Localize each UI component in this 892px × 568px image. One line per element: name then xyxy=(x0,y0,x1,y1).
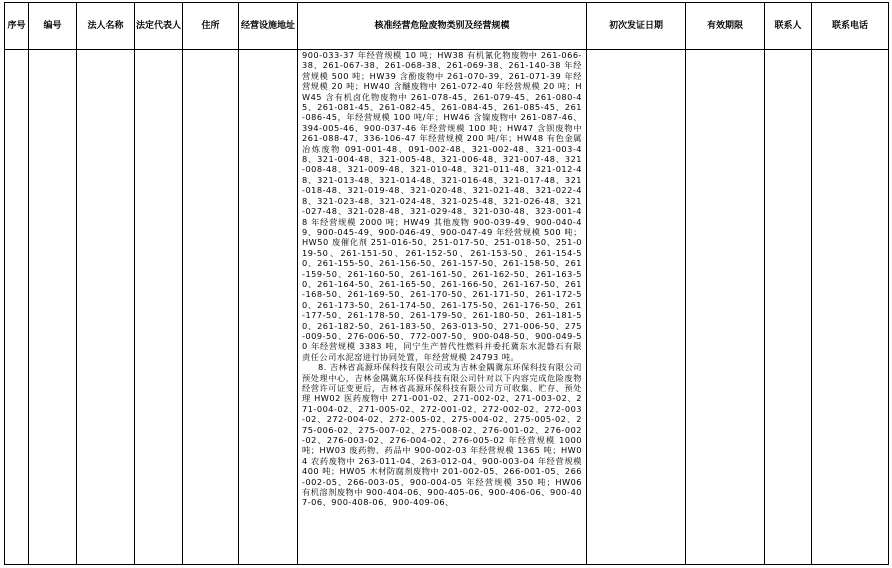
scope-text xyxy=(302,50,582,508)
header-legal-name: 法人名称 xyxy=(77,3,135,50)
cell-index xyxy=(5,50,29,565)
cell-contact xyxy=(765,50,812,565)
scope-paragraph-1: 900-033-37 年经营规模 10 吨；HW38 有机氰化物废物中 261-066-38、261-067-38、261-068-38、261-069-38、261-140-38 年经营规模 500 吨；HW39 含酚废物中 261-070-39、261-071-39 年经营规模 20 吨；HW40 含醚废物中 261-072-40 年经营规模 20 吨；HW45 含有机卤化物废物中 261-078-45、261-079-45、261-080-45、261-081-45、261-082-45、261-084-45、261-085-45、261-086-45，年经营规模 100 吨/年；HW46 含镍废物中 261-087-46、394-005-46、900-037-46 年经营规模 100 吨；HW47 含钡废物中 261-088-47、336-106-47 年经营规模 200 吨/年；HW48 有色金属冶炼废物 091-001-48、091-002-48、321-002-48、321-003-48、321-004-48、321-005-48、321-006-48、321-007-48、321-008-48、321-009-48、321-010-48、321-011-48、321-012-48、321-013-48、321-014-48、321-016-48、321-017-48、321-018-48、321-019-48、321-020-48、321-021-48、321-022-48、321-023-48、321-024-48、321-025-48、321-026-48、321-027-48、321-028-48、321-029-48、321-030-48、323-001-48 年经营规模 2000 吨；HW49 其他废物 900-039-49、900-040-49、900-045-49、900-046-49、900-047-49 年经营规模 500 吨；HW50 废催化剂 251-016-50、251-017-50、251-018-50、251-019-50、261-151-50、261-152-50、261-153-50、261-154-50、261-155-50、261-156-50、261-157-50、261-158-50、261-159-50、261-160-50、261-161-50、261-162-50、261-163-50、261-164-50、261-165-50、261-166-50、261-167-50、261-168-50、261-169-50、261-170-50、261-171-50、261-172-50、261-173-50、261-174-50、261-175-50、261-176-50、261-177-50、261-178-50、261-179-50、261-180-50、261-181-50、261-182-50、261-183-50、263-013-50、271-006-50、275-009-50、276-006-50、772-007-50、900-048-50、900-049-50 年经营规模 3383 吨，同宁生产替代性燃料并委托冀东水泥磐石有限责任公司水泥窑进行协同处置，年经营规模 24793 吨。 xyxy=(302,50,582,362)
cell-valid-period xyxy=(686,50,765,565)
permit-table xyxy=(4,2,889,565)
header-valid-period: 有效期限 xyxy=(686,3,765,50)
header-facility-address: 经营设施地址 xyxy=(239,3,298,50)
cell-scope xyxy=(298,50,587,565)
cell-phone xyxy=(812,50,889,565)
header-code: 编号 xyxy=(29,3,77,50)
cell-residence xyxy=(183,50,239,565)
table-row xyxy=(5,50,889,565)
scope-paragraph-2: 8. 吉林省高源环保科技有限公司或为吉林金隅冀东环保科技有限公司预处理中心，吉林金隅冀东环保科技有限公司针对以下内容完成危险废物经营许可证变更后，吉林省高源环保科技有限公司方可收集、贮存、预处理 HW02 医药废物中 271-001-02、271-002-02、271-003-02、271-004-02、271-005-02、272-001-02、272-002-02、272-003-02、272-004-02、272-005-02、275-004-02、275-005-02、275-006-02、275-007-02、275-008-02、276-001-02、276-002-02、276-003-02、276-004-02、276-005-02 年经营规模 1000 吨；HW03 废药物、药品中 900-002-03 年经营规模 1365 吨；HW04 农药废物中 263-011-04、263-012-04、900-003-04 年经营规模 400 吨；HW05 木材防腐剂废物中 201-002-05、266-001-05、266-002-05、266-003-05、900-004-05 年经营规模 350 吨；HW06 有机溶剂废物中 900-404-06、900-405-06、900-406-06、900-407-06、900-408-06、900-409-06、 xyxy=(302,362,582,508)
cell-issue-date xyxy=(587,50,686,565)
cell-facility-address xyxy=(239,50,298,565)
header-issue-date: 初次发证日期 xyxy=(587,3,686,50)
cell-legal-rep xyxy=(135,50,183,565)
cell-legal-name xyxy=(77,50,135,565)
header-scope: 核准经营危险废物类别及经营规模 xyxy=(298,3,587,50)
header-index: 序号 xyxy=(5,3,29,50)
cell-code xyxy=(29,50,77,565)
header-row xyxy=(5,3,889,50)
header-contact: 联系人 xyxy=(765,3,812,50)
header-legal-rep: 法定代表人 xyxy=(135,3,183,50)
header-residence: 住所 xyxy=(183,3,239,50)
permit-table-container xyxy=(4,2,888,565)
header-phone: 联系电话 xyxy=(812,3,889,50)
